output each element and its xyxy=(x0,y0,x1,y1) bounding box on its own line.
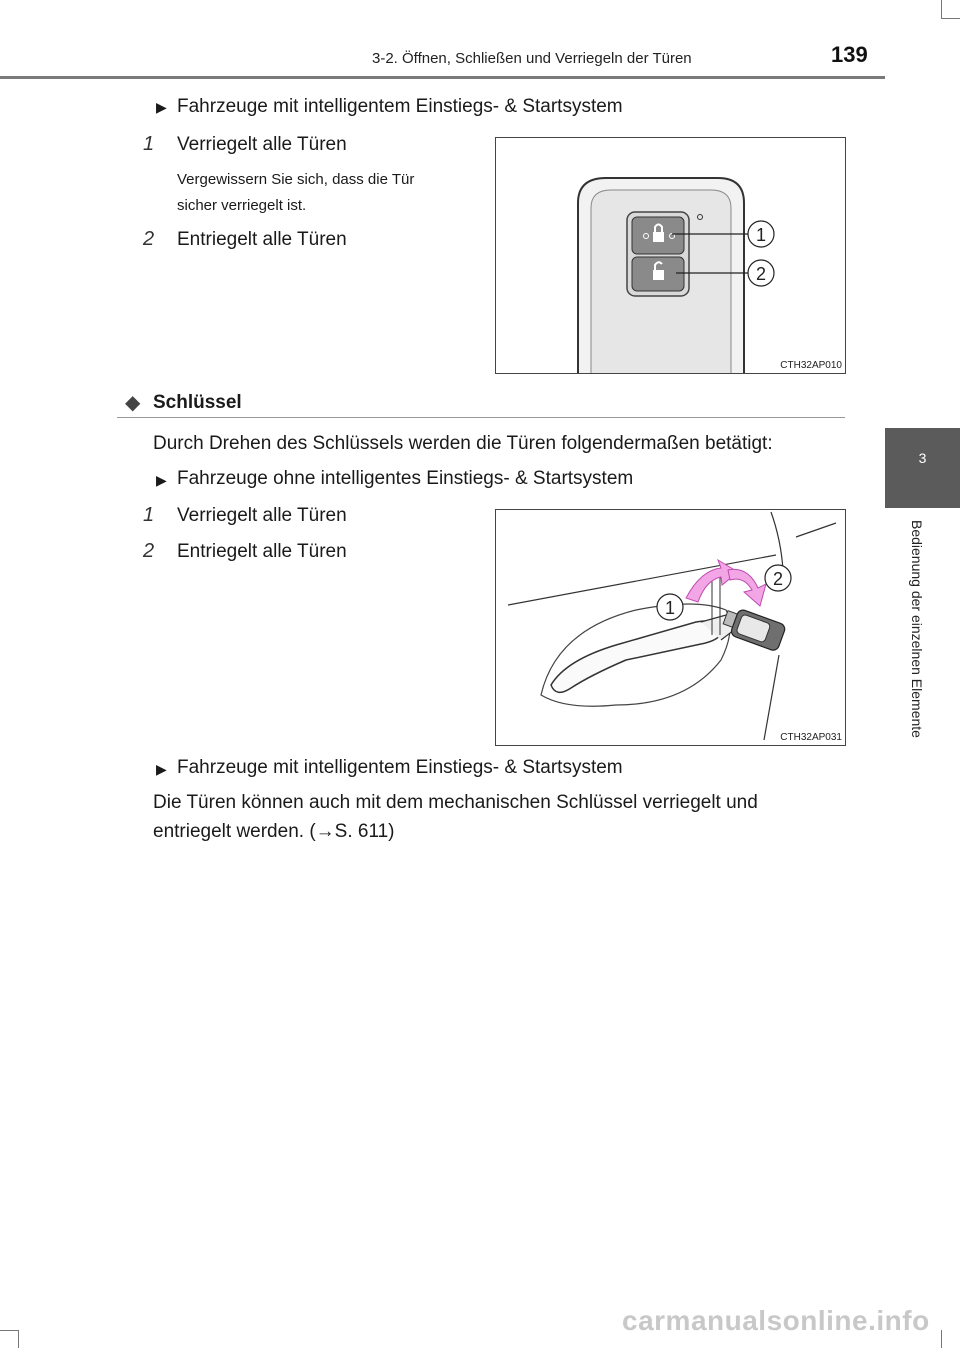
chapter-label: Bedienung der einzelnen Elemente xyxy=(909,520,925,738)
header-rule xyxy=(0,76,885,79)
item-lock-text: Verriegelt alle Türen xyxy=(177,505,347,526)
callout-label: 2 xyxy=(755,264,767,284)
item-unlock-text: Entriegelt alle Türen xyxy=(177,229,347,250)
item-number: 2 xyxy=(143,540,155,562)
page-number: 139 xyxy=(831,42,868,67)
chapter-tab xyxy=(885,428,960,508)
crop-mark xyxy=(941,1330,942,1348)
door-key-figure xyxy=(495,509,846,746)
triangle-bullet-icon: ▶ xyxy=(156,761,167,777)
sub-heading: Fahrzeuge ohne intelligentes Einstiegs- & Startsystem xyxy=(177,468,634,489)
paragraph-line: entriegelt werden. (→S. 611) xyxy=(153,821,395,842)
section-rule xyxy=(117,417,845,418)
item-unlock-text: Entriegelt alle Türen xyxy=(177,541,347,562)
item-number: 2 xyxy=(143,228,155,250)
crop-mark xyxy=(0,1330,18,1331)
crop-mark xyxy=(941,0,942,18)
item-lock-text: Verriegelt alle Türen xyxy=(177,134,347,155)
crop-mark xyxy=(941,18,960,19)
note-line: sicher verriegelt ist. xyxy=(177,197,307,214)
diamond-bullet-icon: ◆ xyxy=(125,392,141,414)
header-title: 3-2. Öffnen, Schließen und Verriegeln der Türen xyxy=(372,50,692,67)
callout-label: 2 xyxy=(772,569,784,589)
item-number: 1 xyxy=(143,133,155,155)
section-heading: Schlüssel xyxy=(153,392,242,413)
triangle-bullet-icon: ▶ xyxy=(156,472,167,488)
triangle-bullet-icon: ▶ xyxy=(156,99,167,115)
paragraph-line: Die Türen können auch mit dem mechanischen Schlüssel verriegelt und xyxy=(153,792,758,813)
figure-code: CTH32AP031 xyxy=(780,732,842,743)
chapter-number: 3 xyxy=(918,450,927,466)
watermark: carmanualsonline.info xyxy=(622,1305,930,1336)
callout-label: 1 xyxy=(755,225,767,245)
crop-mark xyxy=(18,1330,19,1348)
smart-heading: Fahrzeuge mit intelligentem Einstiegs- & Startsystem xyxy=(177,96,623,117)
note-line: Vergewissern Sie sich, dass die Tür xyxy=(177,171,415,188)
item-number: 1 xyxy=(143,504,155,526)
sub-heading: Fahrzeuge mit intelligentem Einstiegs- & Startsystem xyxy=(177,757,623,778)
smart-key-illustration xyxy=(496,138,845,373)
callout-label: 1 xyxy=(664,598,676,618)
door-key-illustration xyxy=(496,510,845,745)
section-intro: Durch Drehen des Schlüssels werden die Türen folgendermaßen betätigt: xyxy=(153,433,773,454)
smart-key-figure xyxy=(495,137,846,374)
figure-code: CTH32AP010 xyxy=(780,360,842,371)
